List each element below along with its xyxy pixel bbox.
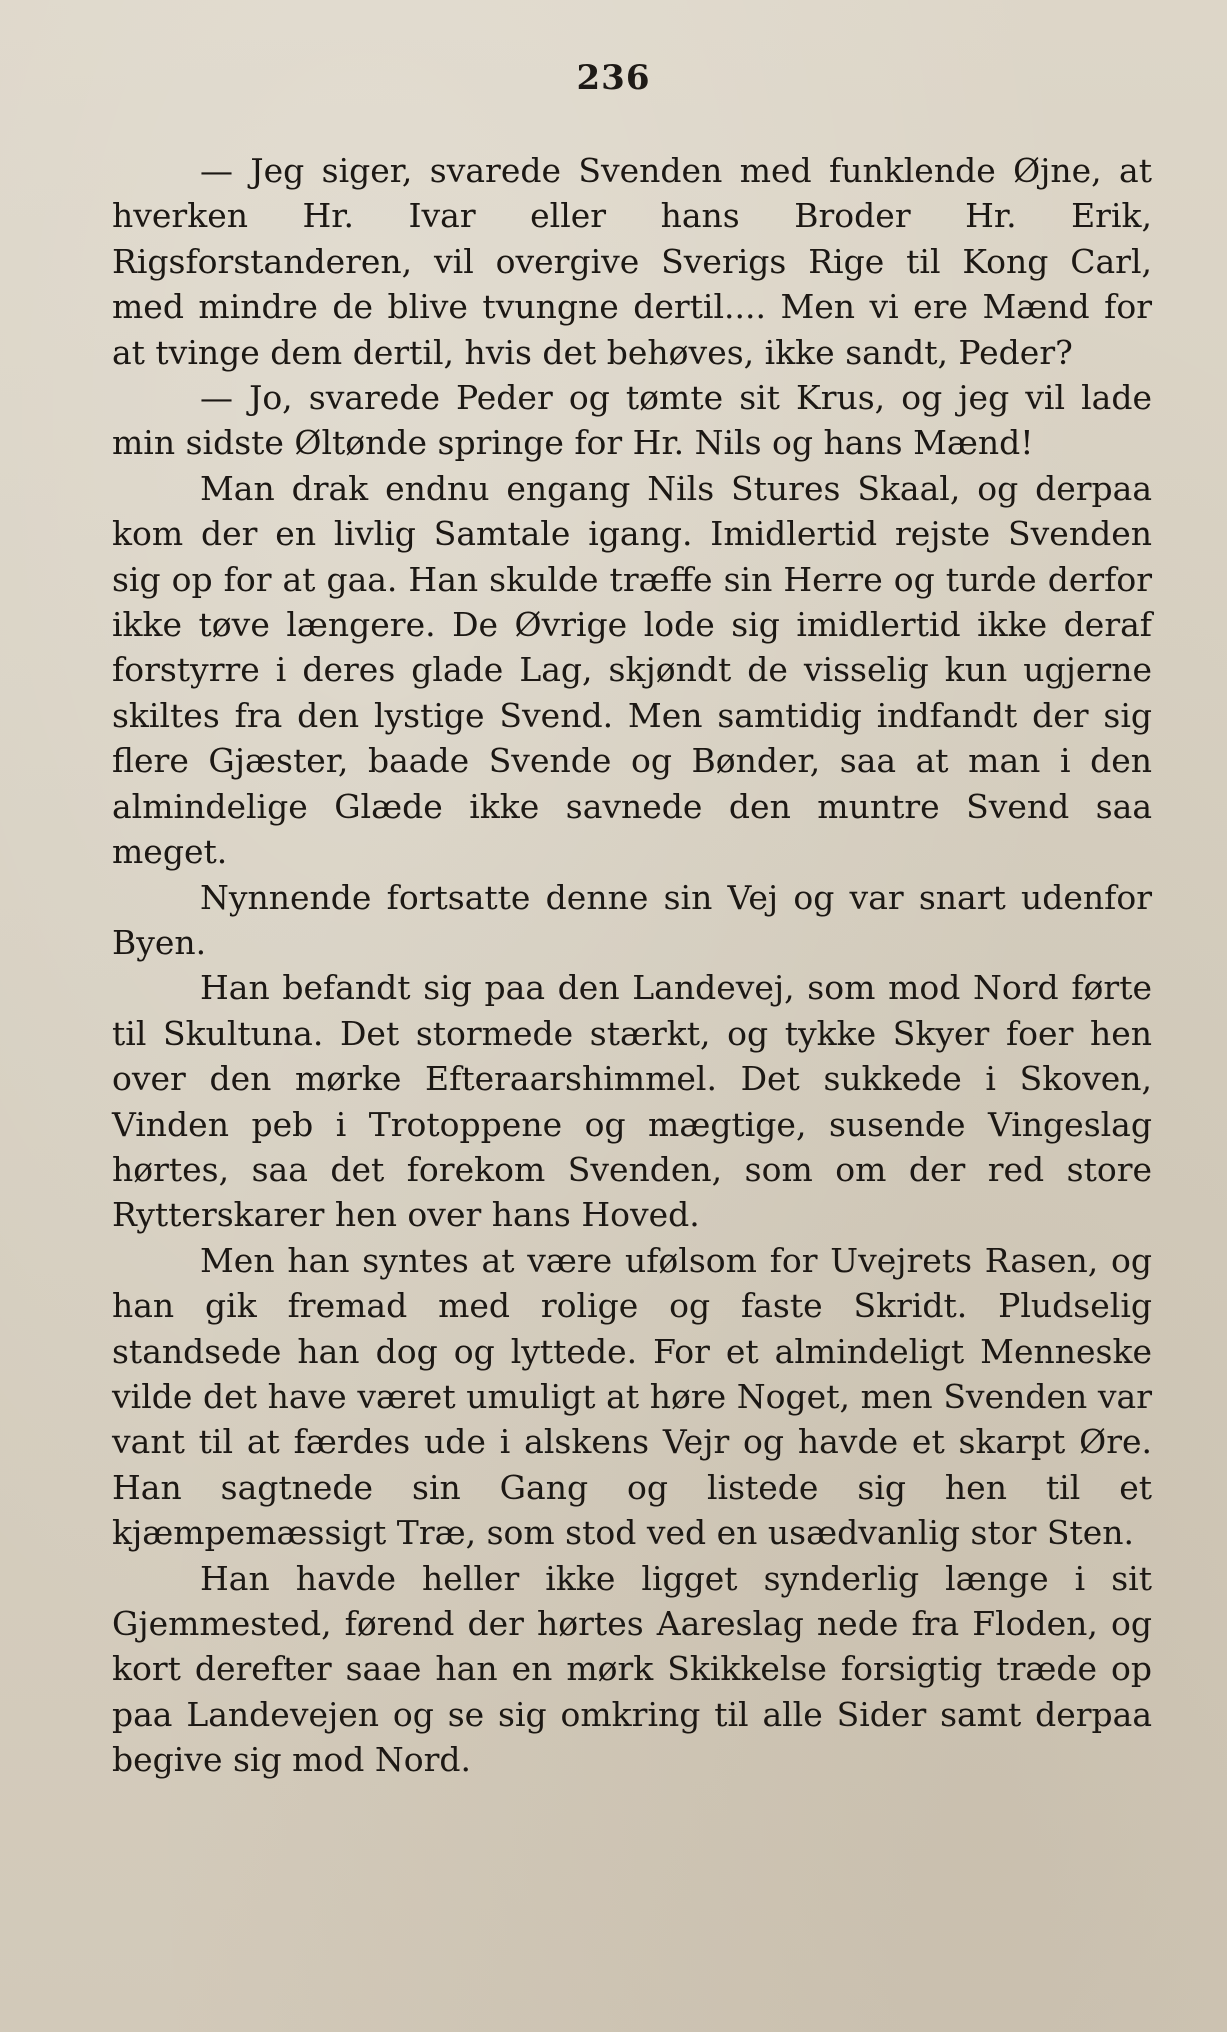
- paragraph: — Jo, svarede Peder og tømte sit Krus, og jeg vil lade min sidste Øltønde springe for Hr. Nils og hans Mænd!: [112, 378, 1152, 463]
- paragraph: Han havde heller ikke ligget synderlig længe i sit Gjemmested, førend der hørtes Aareslag nede fra Floden, og kort derefter saae han en mørk Skikkelse forsigtig træde op paa Landevejen og se sig omkring til alle Sider samt derpaa begive sig mod Nord.: [112, 1558, 1152, 1780]
- paragraph: Man drak endnu engang Nils Stures Skaal, og derpaa kom der en livlig Samtale igang. Imidlertid rejste Svenden sig op for at gaa. Han skulde træffe sin Herre og turde derfor ikke tøve længere. De Øvrige lode sig imidlertid ikke deraf forstyrre i deres glade Lag, skjøndt de visselig kun ugjerne skiltes fra den lystige Svend. Men samtidig indfandt der sig flere Gjæster, baade Svende og Bønder, saa at man i den almindelige Glæde ikke savnede den muntre Svend saa meget.: [112, 468, 1152, 872]
- page-number: 236: [576, 58, 651, 98]
- paragraph: Men han syntes at være ufølsom for Uvejrets Rasen, og han gik fremad med rolige og faste Skridt. Pludselig standsede han dog og lyttede. For et almindeligt Menneske vilde det have været umuligt at høre Noget, men Svenden var vant til at færdes ude i alskens Vejr og havde et skarpt Øre. Han sagtnede sin Gang og listede sig hen til et kjæmpemæssigt Træ, som stod ved en usædvanlig stor Sten.: [112, 1240, 1152, 1553]
- paragraph: Nynnende fortsatte denne sin Vej og var snart udenfor Byen.: [112, 877, 1152, 962]
- paragraph: Han befandt sig paa den Landevej, som mod Nord førte til Skultuna. Det stormede stærkt, og tykke Skyer foer hen over den mørke Efteraarshimmel. Det sukkede i Skoven, Vinden peb i Trotoppene og mægtige, susende Vingeslag hørtes, saa det forekom Svenden, som om der red store Rytterskarer hen over hans Hoved.: [112, 968, 1152, 1235]
- body-text: [112, 148, 1152, 1783]
- paragraph: — Jeg siger, svarede Svenden med funklende Øjne, at hverken Hr. Ivar eller hans Broder Hr. Erik, Rigsforstanderen, vil overgive Sverigs Rige til Kong Carl, med mindre de blive tvungne dertil.... Men vi ere Mænd for at tvinge dem dertil, hvis det behøves, ikke sandt, Peder?: [112, 151, 1152, 372]
